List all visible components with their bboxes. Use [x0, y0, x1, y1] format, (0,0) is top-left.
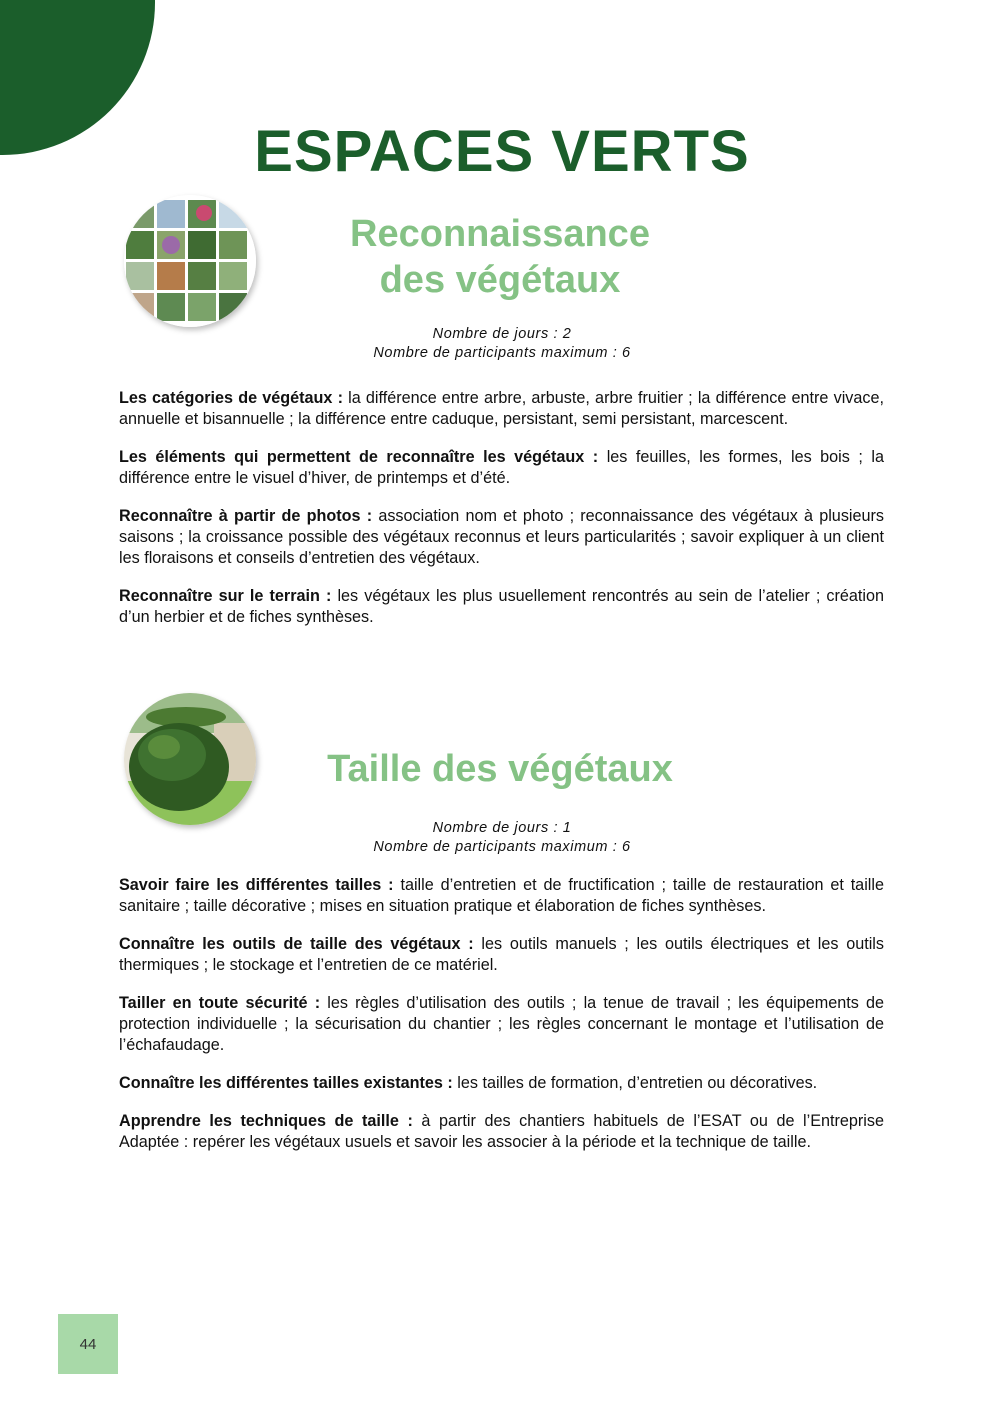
paragraph-label: Apprendre les techniques de taille : [119, 1112, 413, 1130]
paragraph [119, 993, 884, 1056]
section-body-taille [119, 875, 884, 1170]
section-title-line1: Reconnaissance [350, 213, 650, 255]
paragraph-label: Connaître les différentes tailles existantes : [119, 1074, 453, 1092]
paragraph-label: Reconnaître à partir de photos : [119, 507, 373, 525]
paragraph-label: Les éléments qui permettent de reconnaître les végétaux : [119, 448, 599, 466]
paragraph-label: Tailler en toute sécurité : [119, 994, 321, 1012]
plant-collage-icon [124, 195, 256, 327]
paragraph-text: à partir des chantiers habituels de l’ESAT ou de l’Entreprise Adaptée : repérer les végétaux usuels et savoir les associer à la période et la technique de taille. [119, 1112, 884, 1151]
section-title-taille: Taille des végétaux [327, 748, 673, 790]
paragraph-label: Savoir faire les différentes tailles : [119, 876, 394, 894]
paragraph [119, 388, 884, 430]
days-count: Nombre de jours : 2 [432, 326, 572, 342]
section-meta [0, 325, 1004, 363]
paragraph-text: association nom et photo ; reconnaissance des végétaux à plusieurs saisons ; la croissance possible des végétaux reconnus et leurs particularités ; savoir expliquer à un client les floraisons et conseils d’entretien des végétaux. [119, 507, 884, 567]
paragraph [119, 1111, 884, 1153]
paragraph-text: les tailles de formation, d’entretien ou décoratives. [452, 1074, 818, 1092]
paragraph [119, 1073, 884, 1094]
paragraph [119, 586, 884, 628]
paragraph-text: la différence entre arbre, arbuste, arbre fruitier ; la différence entre vivace, annuelle et bisannuelle ; la différence entre caduque, persistant, semi persistant, marcescent. [119, 389, 884, 428]
paragraph-text: taille d’entretien et de fructification ; taille de restauration et taille sanitaire ; taille décorative ; mises en situation pratique et élaboration de fiches synthèses. [119, 876, 884, 915]
topiary-bush-icon [124, 693, 256, 825]
days-count: Nombre de jours : 1 [432, 820, 572, 836]
paragraph-text: les feuilles, les formes, les bois ; la différence entre le visuel d’hiver, de printemps et d’été. [119, 448, 884, 487]
paragraph-text: les outils manuels ; les outils électriques et les outils thermiques ; le stockage et l’entretien de ce matériel. [119, 935, 884, 974]
paragraph [119, 506, 884, 569]
paragraph-text: les végétaux les plus usuellement rencontrés au sein de l’atelier ; création d’un herbier et de fiches synthèses. [119, 587, 884, 626]
section-title-reconnaissance [250, 211, 750, 303]
paragraph-label: Les catégories de végétaux : [119, 389, 343, 407]
page-title: ESPACES VERTS [254, 119, 750, 184]
section-body-reconnaissance [119, 388, 884, 645]
paragraph-label: Reconnaître sur le terrain : [119, 587, 332, 605]
participants-count: Nombre de participants maximum : 6 [373, 345, 631, 361]
participants-count: Nombre de participants maximum : 6 [373, 839, 631, 855]
section-meta [0, 819, 1004, 857]
section-title-line2: des végétaux [379, 259, 621, 301]
page-number: 44 [58, 1314, 118, 1374]
paragraph [119, 934, 884, 976]
paragraph [119, 875, 884, 917]
paragraph [119, 447, 884, 489]
paragraph-label: Connaître les outils de taille des végétaux : [119, 935, 474, 953]
paragraph-text: les règles d’utilisation des outils ; la tenue de travail ; les équipements de protection individuelle ; la sécurisation du chantier ; les règles concernant le montage et l’utilisation de l’échafaudage. [119, 994, 884, 1054]
